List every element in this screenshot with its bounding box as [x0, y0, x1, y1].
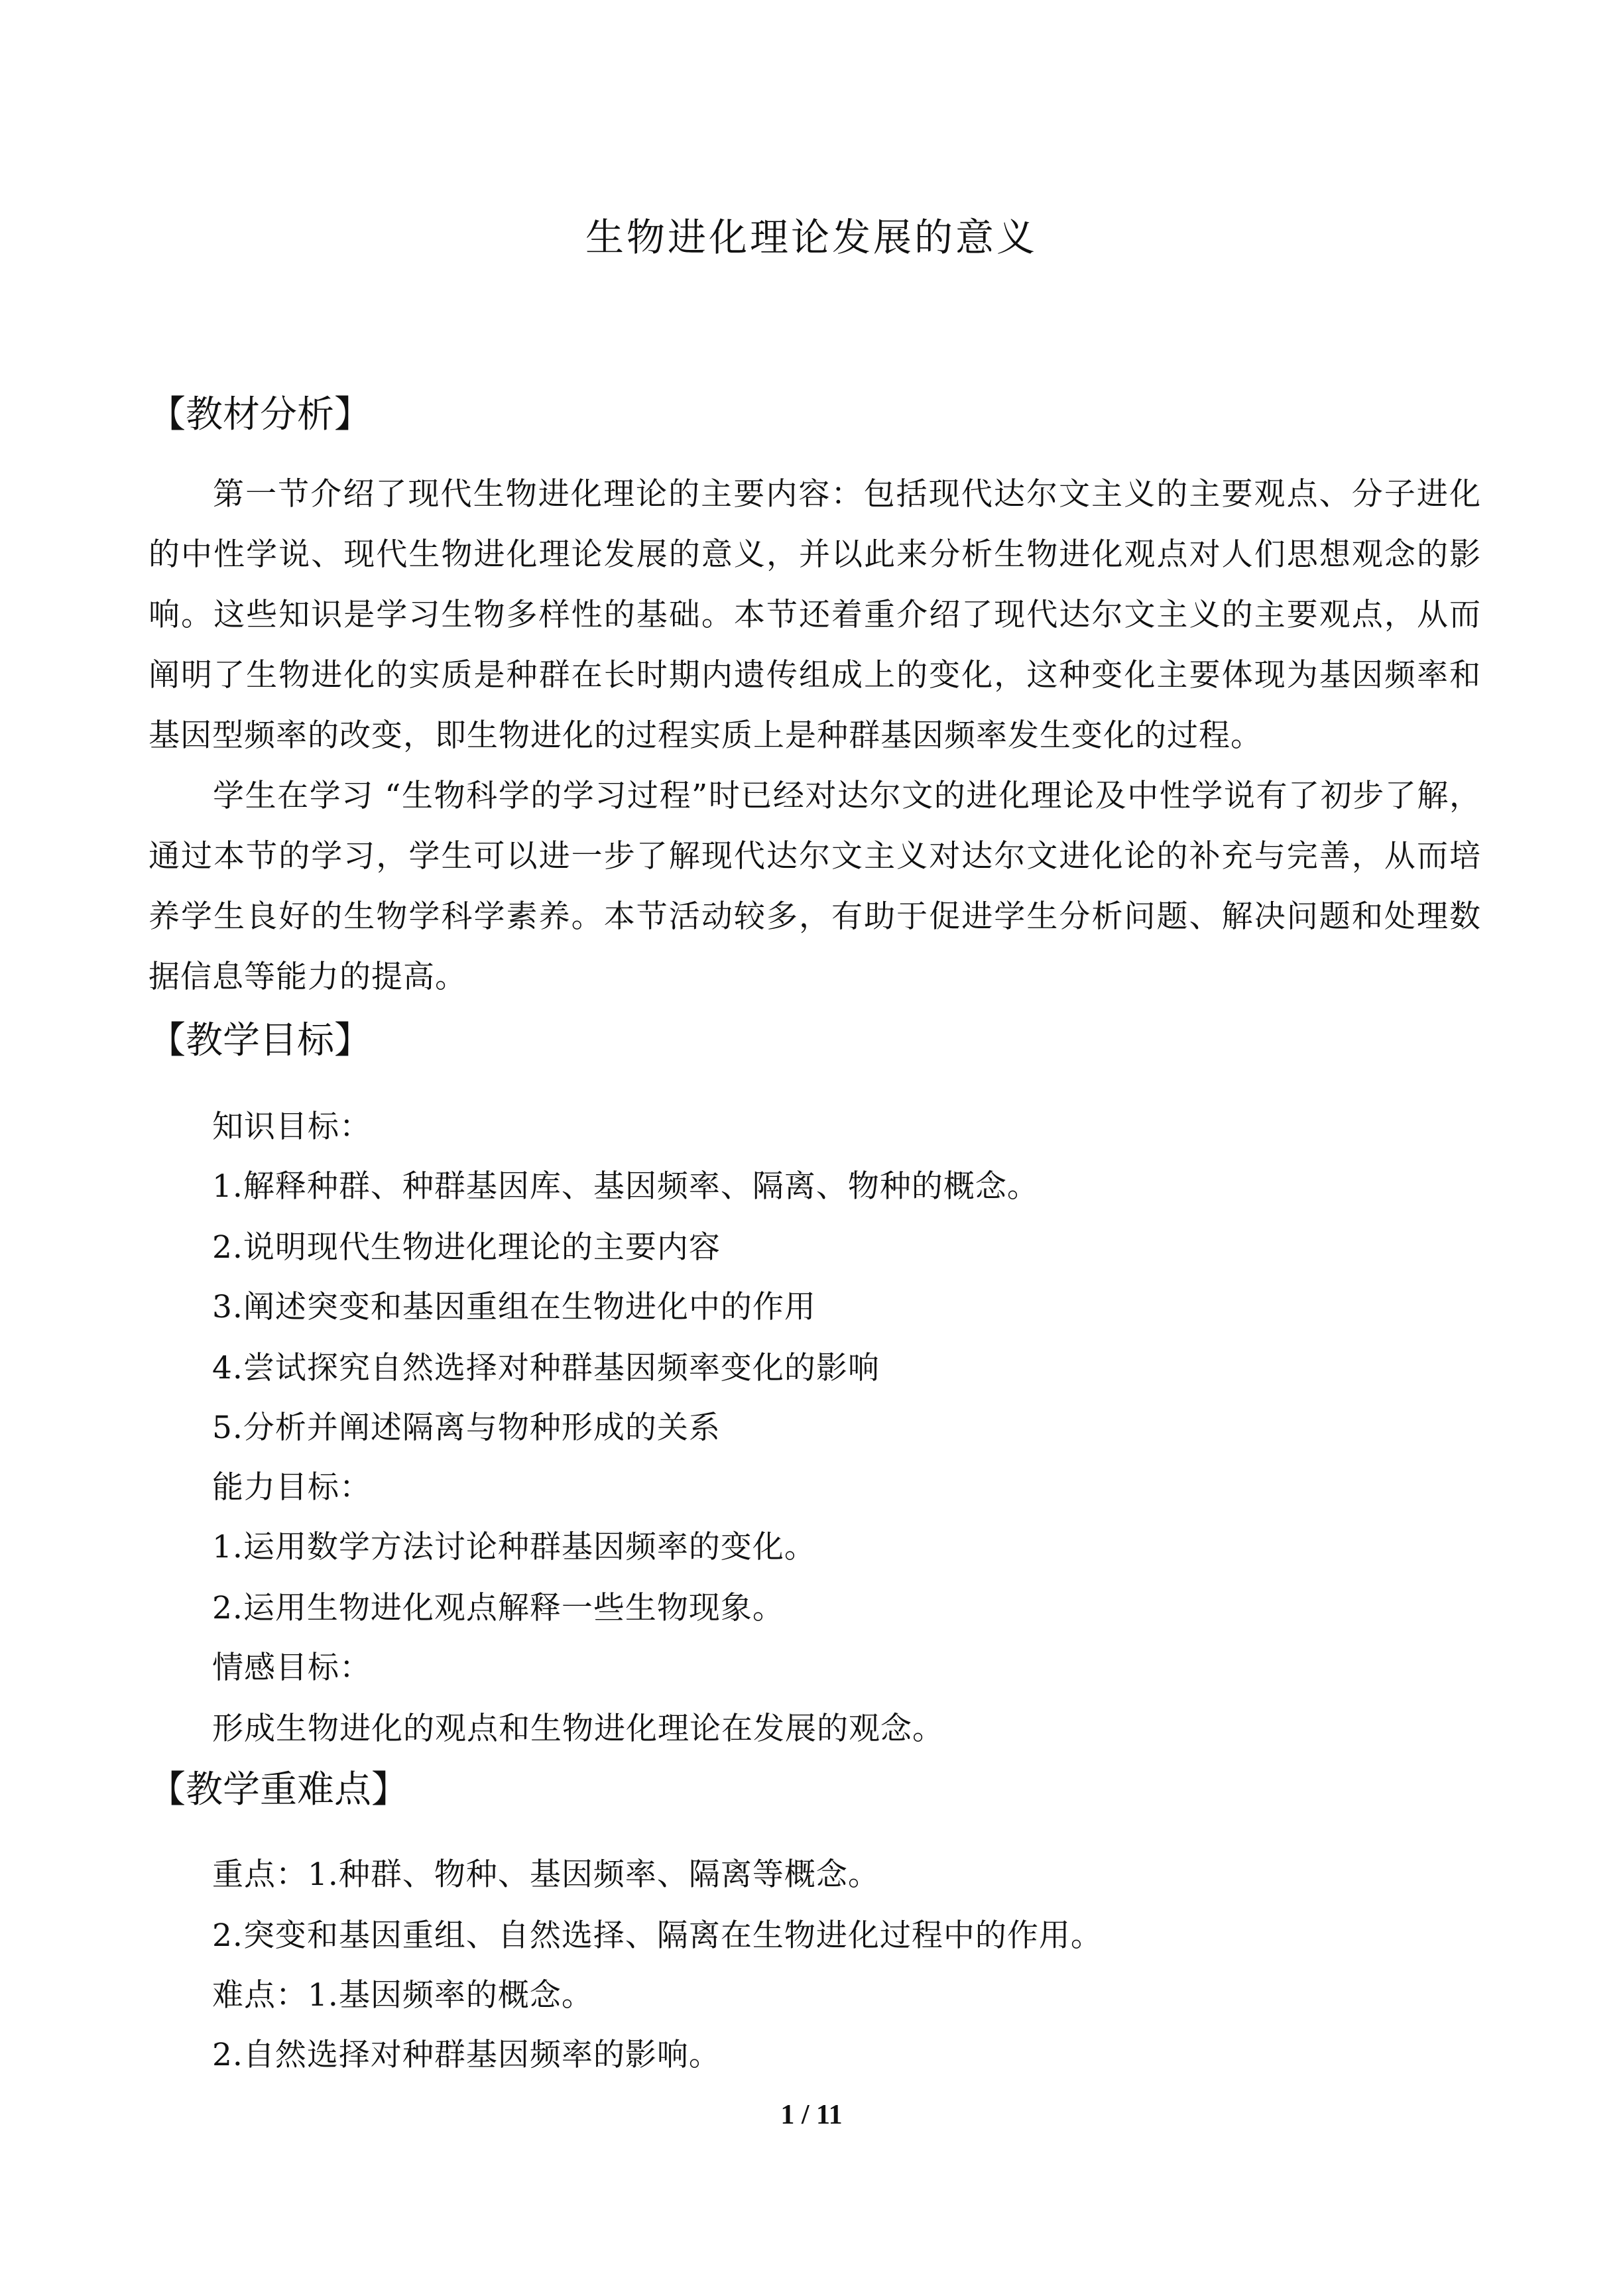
knowledge-objective-item: 4.尝试探究自然选择对种群基因频率变化的影响	[212, 1350, 880, 1386]
analysis-paragraph-1: 第一节介绍了现代生物进化理论的主要内容：包括现代达尔文主义的主要观点、分子进化的中性学说、现代生物进化理论发展的意义，并以此来分析生物进化观点对人们思想观念的影响。这些知识是学习生物多样性的基础。本节还着重介绍了现代达尔文主义的主要观点，从而阐明了生物进化的实质是种群在长时期内遗传组成上的变化，这种变化主要体现为基因频率和基因型频率的改变，即生物进化的过程实质上是种群基因频率发生变化的过程。	[149, 476, 1481, 754]
knowledge-objectives-label: 知识目标：	[212, 1109, 371, 1145]
knowledge-objective-item: 2.说明现代生物进化理论的主要内容	[212, 1229, 721, 1266]
knowledge-objective-item: 1.解释种群、种群基因库、基因频率、隔离、物种的概念。	[212, 1168, 1039, 1205]
ability-objective-item: 2.运用生物进化观点解释一些生物现象。	[212, 1590, 784, 1626]
key-point-line: 2.突变和基因重组、自然选择、隔离在生物进化过程中的作用。	[212, 1917, 1103, 1954]
page-number: 1 / 11	[780, 2100, 843, 2130]
key-point-line: 重点：1.种群、物种、基因频率、隔离等概念。	[212, 1856, 880, 1893]
ability-objective-item: 1.运用数学方法讨论种群基因频率的变化。	[212, 1529, 816, 1565]
difficult-point-line: 难点：1.基因频率的概念。	[212, 1977, 593, 2014]
emotion-objective-item: 形成生物进化的观点和生物进化理论在发展的观念。	[212, 1711, 944, 1747]
document-title: 生物进化理论发展的意义	[585, 215, 1038, 260]
emotion-objectives-label: 情感目标：	[212, 1650, 371, 1686]
ability-objectives-label: 能力目标：	[212, 1469, 371, 1506]
section-heading-objectives: 【教学目标】	[149, 1019, 371, 1062]
difficult-point-line: 2.自然选择对种群基因频率的影响。	[212, 2037, 721, 2073]
knowledge-objective-item: 5.分析并阐述隔离与物种形成的关系	[212, 1410, 721, 1446]
section-heading-key-points: 【教学重难点】	[149, 1768, 408, 1811]
analysis-paragraph-2: 学生在学习 “生物科学的学习过程”时已经对达尔文的进化理论及中性学说有了初步了解，通过本节的学习，学生可以进一步了解现代达尔文主义对达尔文进化论的补充与完善，从而培养学生良好的生物学科学素养。本节活动较多，有助于促进学生分析问题、解决问题和处理数据信息等能力的提高。	[149, 778, 1481, 995]
knowledge-objective-item: 3.阐述突变和基因重组在生物进化中的作用	[212, 1289, 816, 1325]
section-heading-analysis: 【教材分析】	[149, 393, 371, 436]
